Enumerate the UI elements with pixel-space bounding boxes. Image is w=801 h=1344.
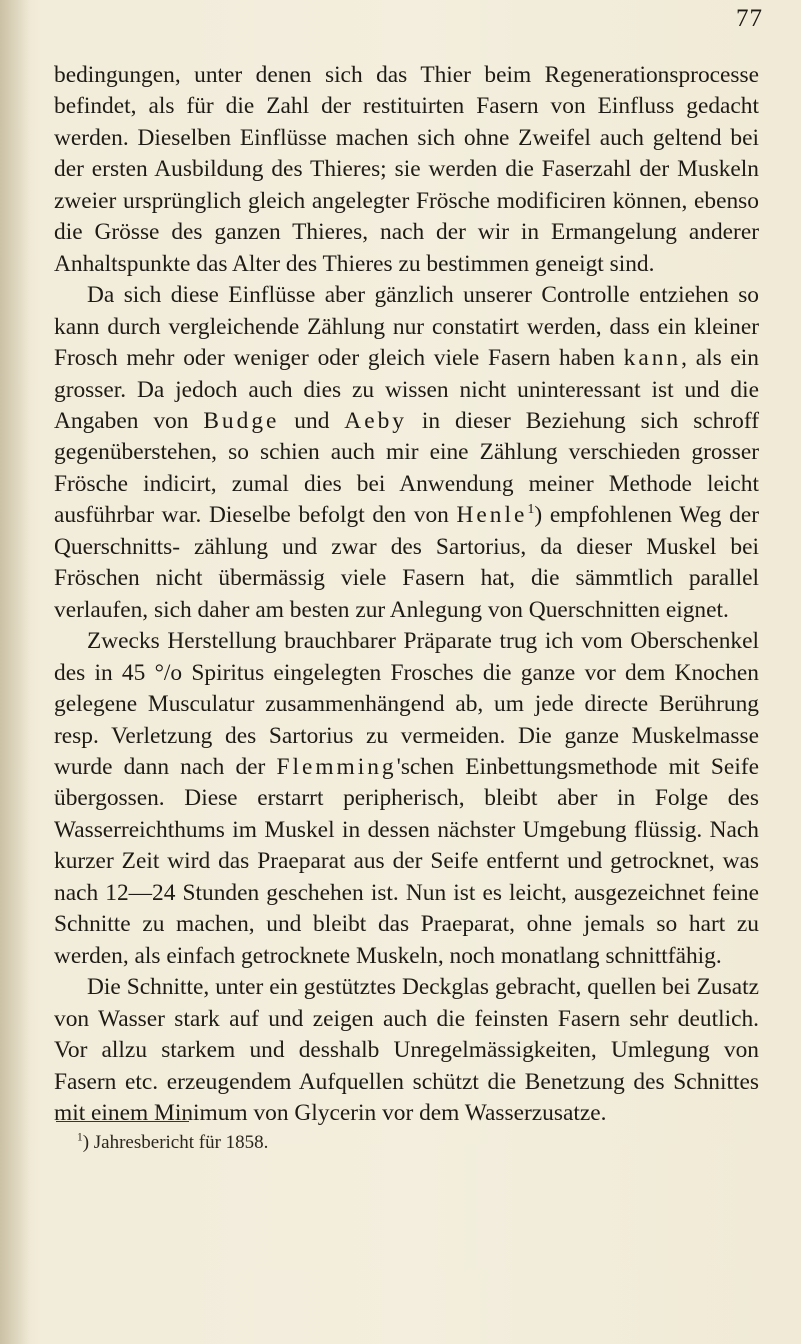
footnote-reference: 1 bbox=[527, 501, 535, 518]
paragraph-3 bbox=[54, 626, 759, 972]
paragraph-2-text: Da sich diese Einflüsse aber gänzlich unserer Controlle entziehen so kann durch vergleichende Zählung nur constatirt werden, dass ein kleiner Frosch mehr oder weniger oder gleich viele Fasern haben bbox=[54, 282, 759, 372]
author-aeby: Aeby bbox=[344, 407, 407, 434]
footnote-text: ) Jahresbericht für 1858. bbox=[82, 1132, 269, 1153]
paragraph-2-text: , als ein grosser. Da jedoch auch dies zu wissen nicht uninteressant ist und die Angaben von bbox=[54, 345, 760, 434]
footnote-divider bbox=[56, 1121, 189, 1122]
binding-shadow bbox=[0, 0, 30, 1344]
paragraph-3-text: Zwecks Herstellung brauchbarer Präparate trug ich vom Oberschenkel des in 45 °/o Spiritus eingelegten Frosches die ganze vor dem Knochen gelegene Musculatur zusammenhängend ab, um jede directe Berührung resp. Verletzung des Sartorius zu vermeiden. Die ganze Muskelmasse wurde dann nach der bbox=[54, 628, 759, 780]
page-number: 77 bbox=[736, 5, 763, 32]
author-henle: Henle bbox=[456, 502, 528, 529]
footnote-marker: 1 bbox=[77, 1131, 83, 1144]
paragraph-1: bedingungen, unter denen sich das Thier beim Regenerationsprocesse befindet, als für die Zahl der restituirten Fasern von Einfluss gedacht werden. Dieselben Einflüsse machen sich ohne Zweifel auch geltend bei der ersten Ausbildung des Thieres; sie werden die Faserzahl der Muskeln zweier ursprünglich gleich angelegter Frösche modificiren können, ebenso die Grösse des ganzen Thieres, nach der wir in Ermangelung anderer Anhaltspunkte das Alter des Thieres zu bestimmen geneigt sind. bbox=[54, 62, 759, 277]
emphasis-kann: kann bbox=[623, 345, 682, 372]
paragraph-2-text: in dieser Beziehung sich schroff gegenüberstehen, so schien auch mir eine Zählung verschieden grosser Frösche indicirt, zumal dies bei Anwendung meiner Methode leicht ausführbar war. Dieselbe befolgt den von bbox=[54, 407, 760, 529]
paragraph-2 bbox=[54, 280, 759, 626]
paragraph-3-text: 'schen Einbettungsmethode mit Seife übergossen. Diese erstarrt peripherisch, bleibt aber in Folge des Wasserreichthums im Muskel in dessen nächster Umgebung flüssig. Nach kurzer Zeit wird das Praeparat aus der Seife entfernt und getrocknet, was nach 12—24 Stunden geschehen ist. Nun ist es leicht, ausgezeichnet feine Schnitte zu machen, und bleibt das Praeparat, ohne jemals so hart zu werden, als einfach getrocknete Muskeln, noch monatlang schnittfähig. bbox=[54, 753, 759, 969]
paragraph-2-text: und bbox=[279, 407, 345, 434]
paragraph-4: Die Schnitte, unter ein gestütztes Deckglas gebracht, quellen bei Zusatz von Wasser stark auf und zeigen auch die feinsten Fasern sehr deutlich. Vor allzu starkem und desshalb Unregelmässigkeiten, Umlegung von Fasern etc. erzeugendem Aufquellen schützt die Benetzung des Schnittes mit einem Minimum von Glycerin vor dem Wasserzusatze. bbox=[54, 974, 759, 1126]
body-text bbox=[54, 60, 759, 1129]
author-flemming: Flemming bbox=[276, 753, 397, 780]
paragraph-2-text: ) empfohlenen Weg der Querschnitts- zählung und zwar des Sartorius, da dieser Muskel bei Fröschen nicht übermässig viele Fasern hat, die sämmtlich parallel verlaufen, sich daher am besten zur Anlegung von Querschnitten eignet. bbox=[54, 502, 759, 623]
footnote bbox=[77, 1131, 268, 1155]
author-budge: Budge bbox=[203, 407, 280, 434]
